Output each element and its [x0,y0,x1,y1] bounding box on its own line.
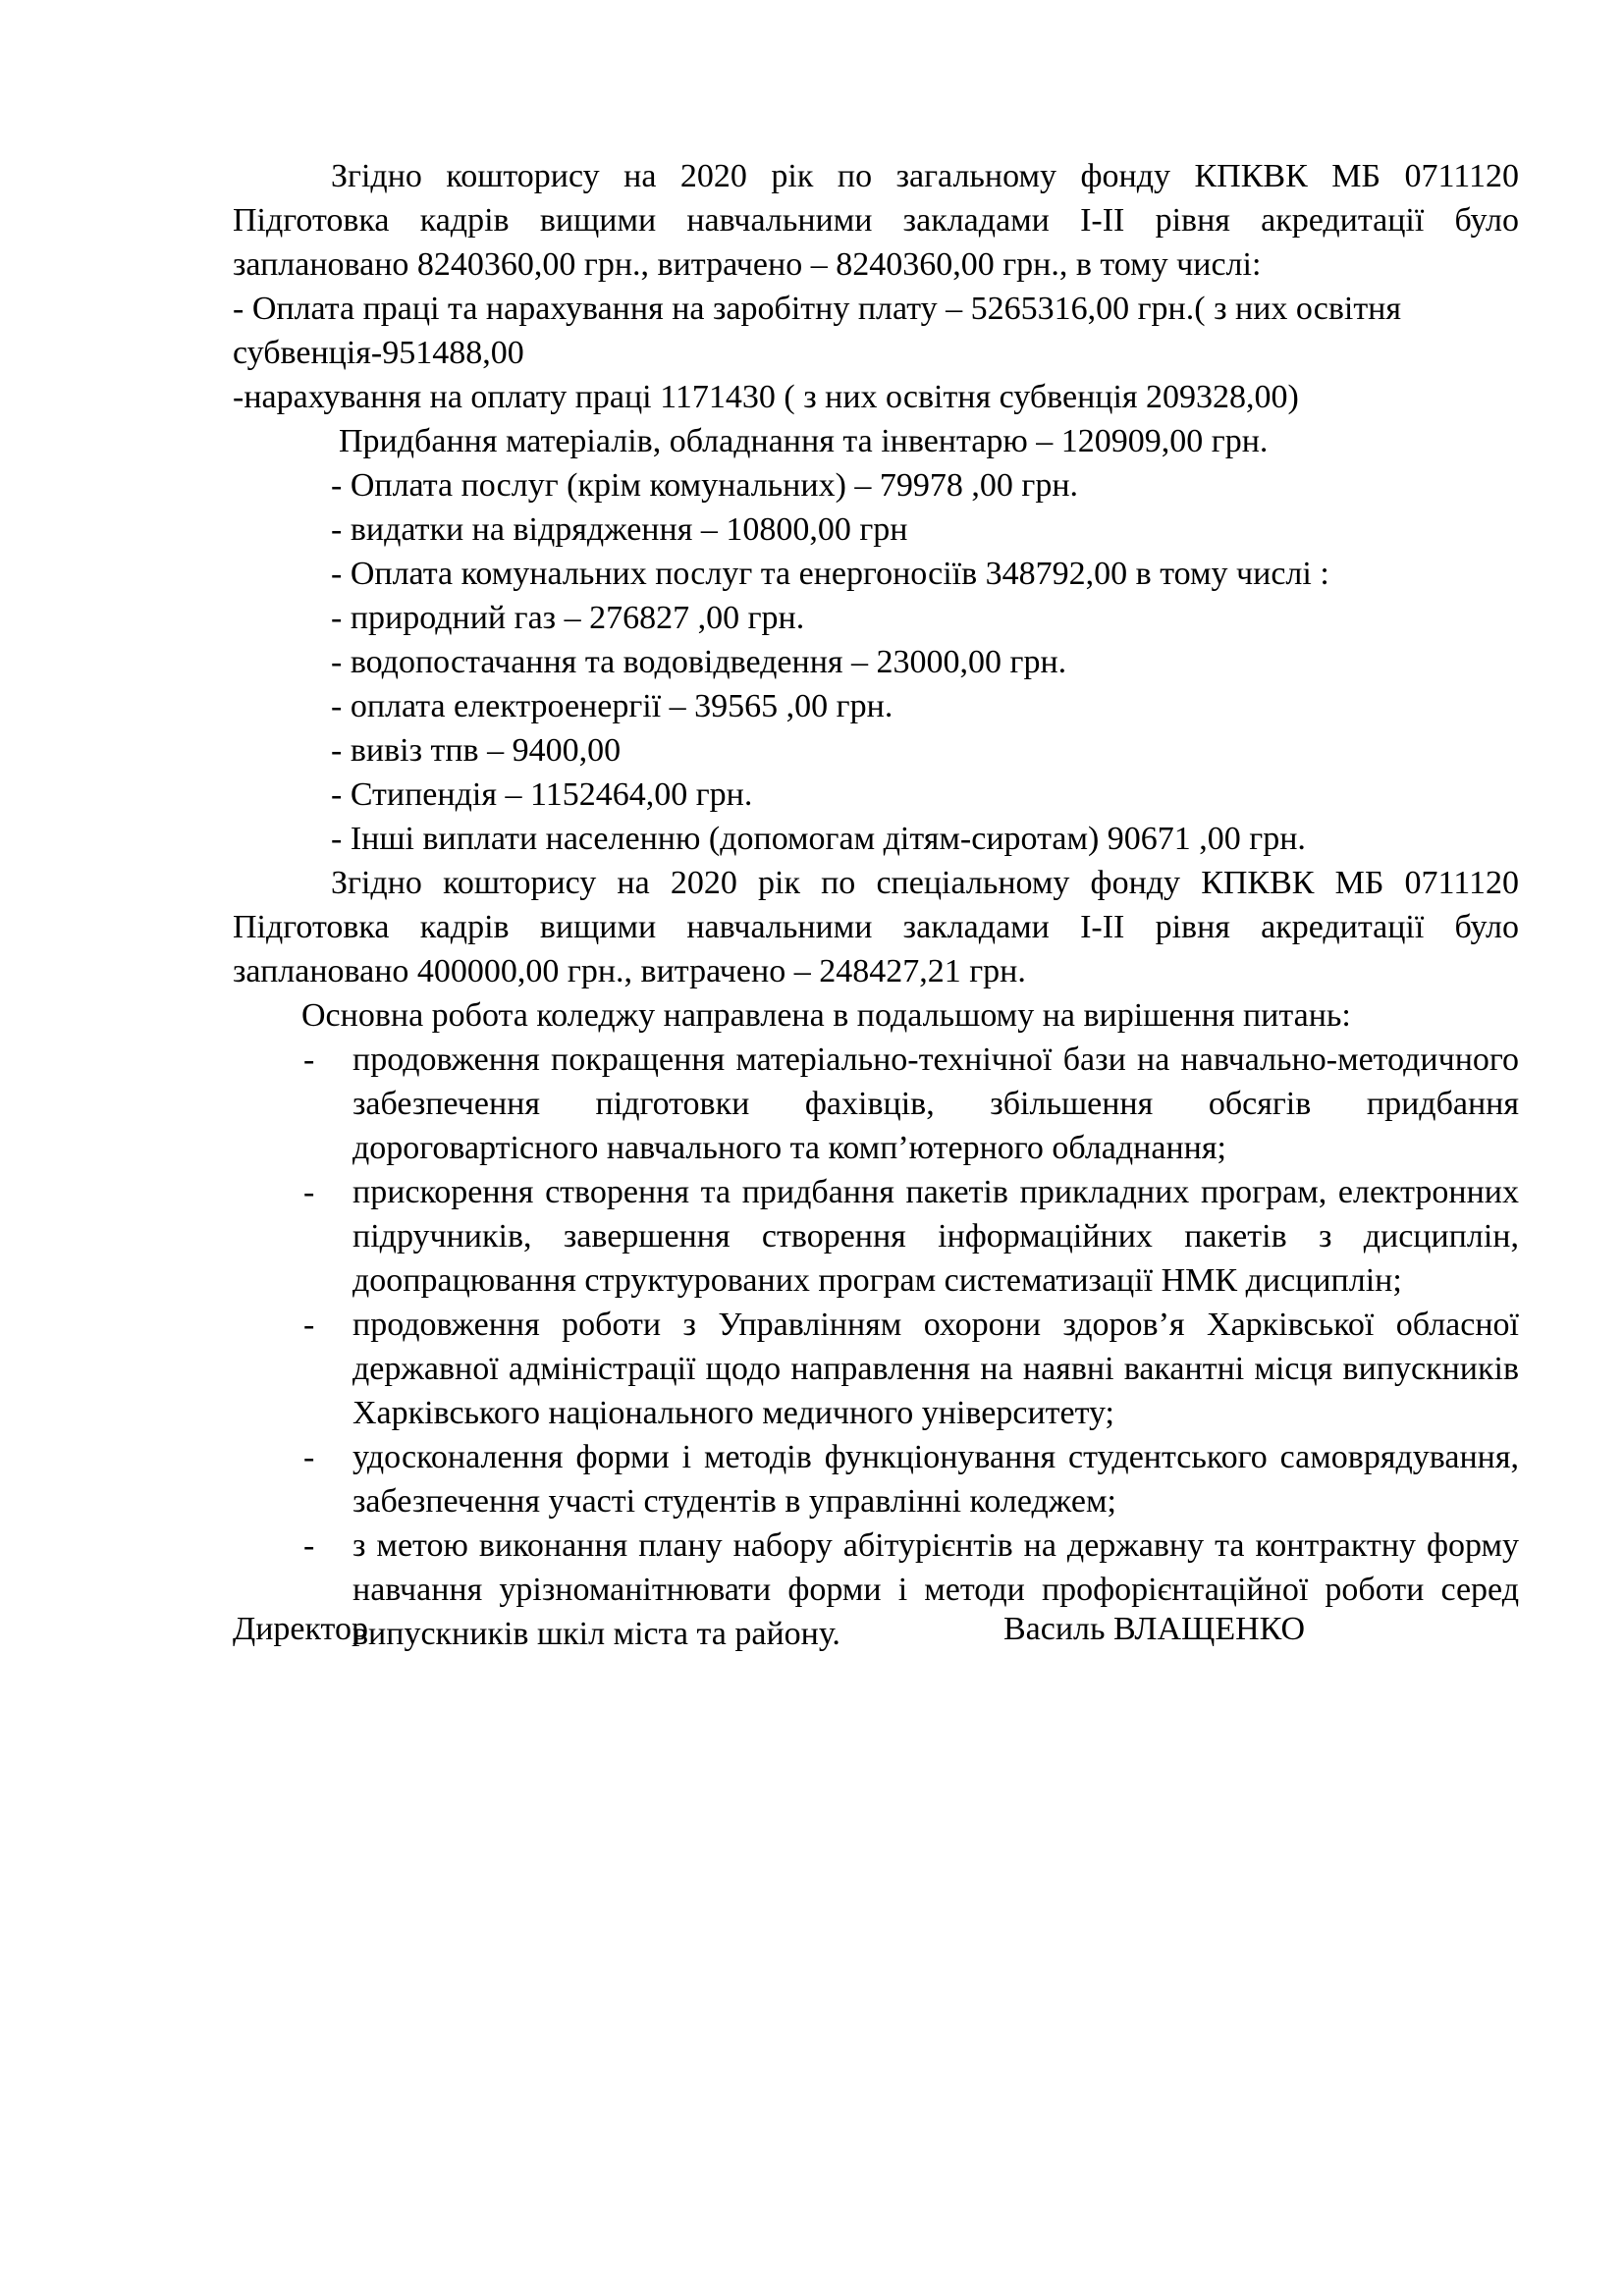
document-body [233,154,1519,1656]
list-dash: - [303,1307,315,1343]
goal-text: удосконалення форми і методів функціонування студентського самоврядування, забезпечення участі студентів в управлінні коледжем; [352,1439,1519,1520]
goals-intro: Основна робота коледжу направлена в подальшому на вирішення питань: [301,997,1351,1034]
goal-item [303,1303,1519,1435]
expense-item: - водопостачання та водовідведення – 23000,00 грн. [331,644,1067,680]
expense-item: -нарахування на оплату праці 1171430 ( з них освітня субвенція 209328,00) [233,379,1299,415]
expense-item: Придбання матеріалів, обладнання та інвентарю – 120909,00 грн. [339,423,1269,459]
expense-item: - Оплата послуг (крім комунальних) – 79978 ,00 грн. [331,467,1079,504]
signatory-role: Директор [233,1611,368,1647]
goals-list [233,1038,1519,1656]
signatory-name: Василь ВЛАЩЕНКО [1003,1611,1306,1647]
goal-text: продовження покращення матеріально-технічної бази на навчально-методичного забезпечення підготовки фахівців, збільшення обсягів придбання дороговартісного навчального та комп’ютерного обладнання; [352,1041,1519,1166]
goal-item [303,1435,1519,1523]
list-dash: - [303,1041,315,1078]
signature-block [233,1607,1519,1651]
list-dash: - [303,1439,315,1475]
expense-item: - Оплата праці та нарахування на заробітну плату – 5265316,00 грн.( з них освітня субвенція-951488,00 [233,291,1402,371]
expense-item: - Інші виплати населенню (допомогам дітям-сиротам) 90671 ,00 грн. [331,821,1306,857]
budget-special-paragraph: Згідно кошторису на 2020 рік по спеціальному фонду КПКВК МБ 0711120 Підготовка кадрів вищими навчальними закладами I-II рівня акредитації було заплановано 400000,00 грн., витрачено – 248427,21 грн. [233,865,1519,989]
expense-item: - Оплата комунальних послуг та енергоносіїв 348792,00 в тому числі : [331,556,1329,592]
list-dash: - [303,1174,315,1210]
expense-item: - вивіз тпв – 9400,00 [331,732,622,769]
expense-item: - природний газ – 276827 ,00 грн. [331,600,805,636]
goal-item [303,1038,1519,1170]
goal-text: з метою виконання плану набору абітурієнтів на державну та контрактну форму навчання урізноманітнювати форми і методи профорієнтаційної роботи серед випускників шкіл міста та району. [352,1527,1519,1652]
budget-general-paragraph: Згідно кошторису на 2020 рік по загальному фонду КПКВК МБ 0711120 Підготовка кадрів вищими навчальними закладами I-II рівня акредитації було заплановано 8240360,00 грн., витрачено – 8240360,00 грн., в тому числі: [233,158,1519,283]
goal-text: продовження роботи з Управлінням охорони здоров’я Харківської обласної державної адміністрації щодо направлення на наявні вакантні місця випускників Харківського національного медичного університету; [352,1307,1519,1431]
list-dash: - [303,1527,315,1564]
expense-item: - Стипендія – 1152464,00 грн. [331,776,753,813]
goal-item [303,1170,1519,1303]
expense-item: - оплата електроенергії – 39565 ,00 грн. [331,688,893,724]
expense-item: - видатки на відрядження – 10800,00 грн [331,511,908,548]
goal-text: прискорення створення та придбання пакетів прикладних програм, електронних підручників, завершення створення інформаційних пакетів з дисциплін, доопрацювання структурованих програм систематизації НМК дисциплін; [352,1174,1519,1299]
